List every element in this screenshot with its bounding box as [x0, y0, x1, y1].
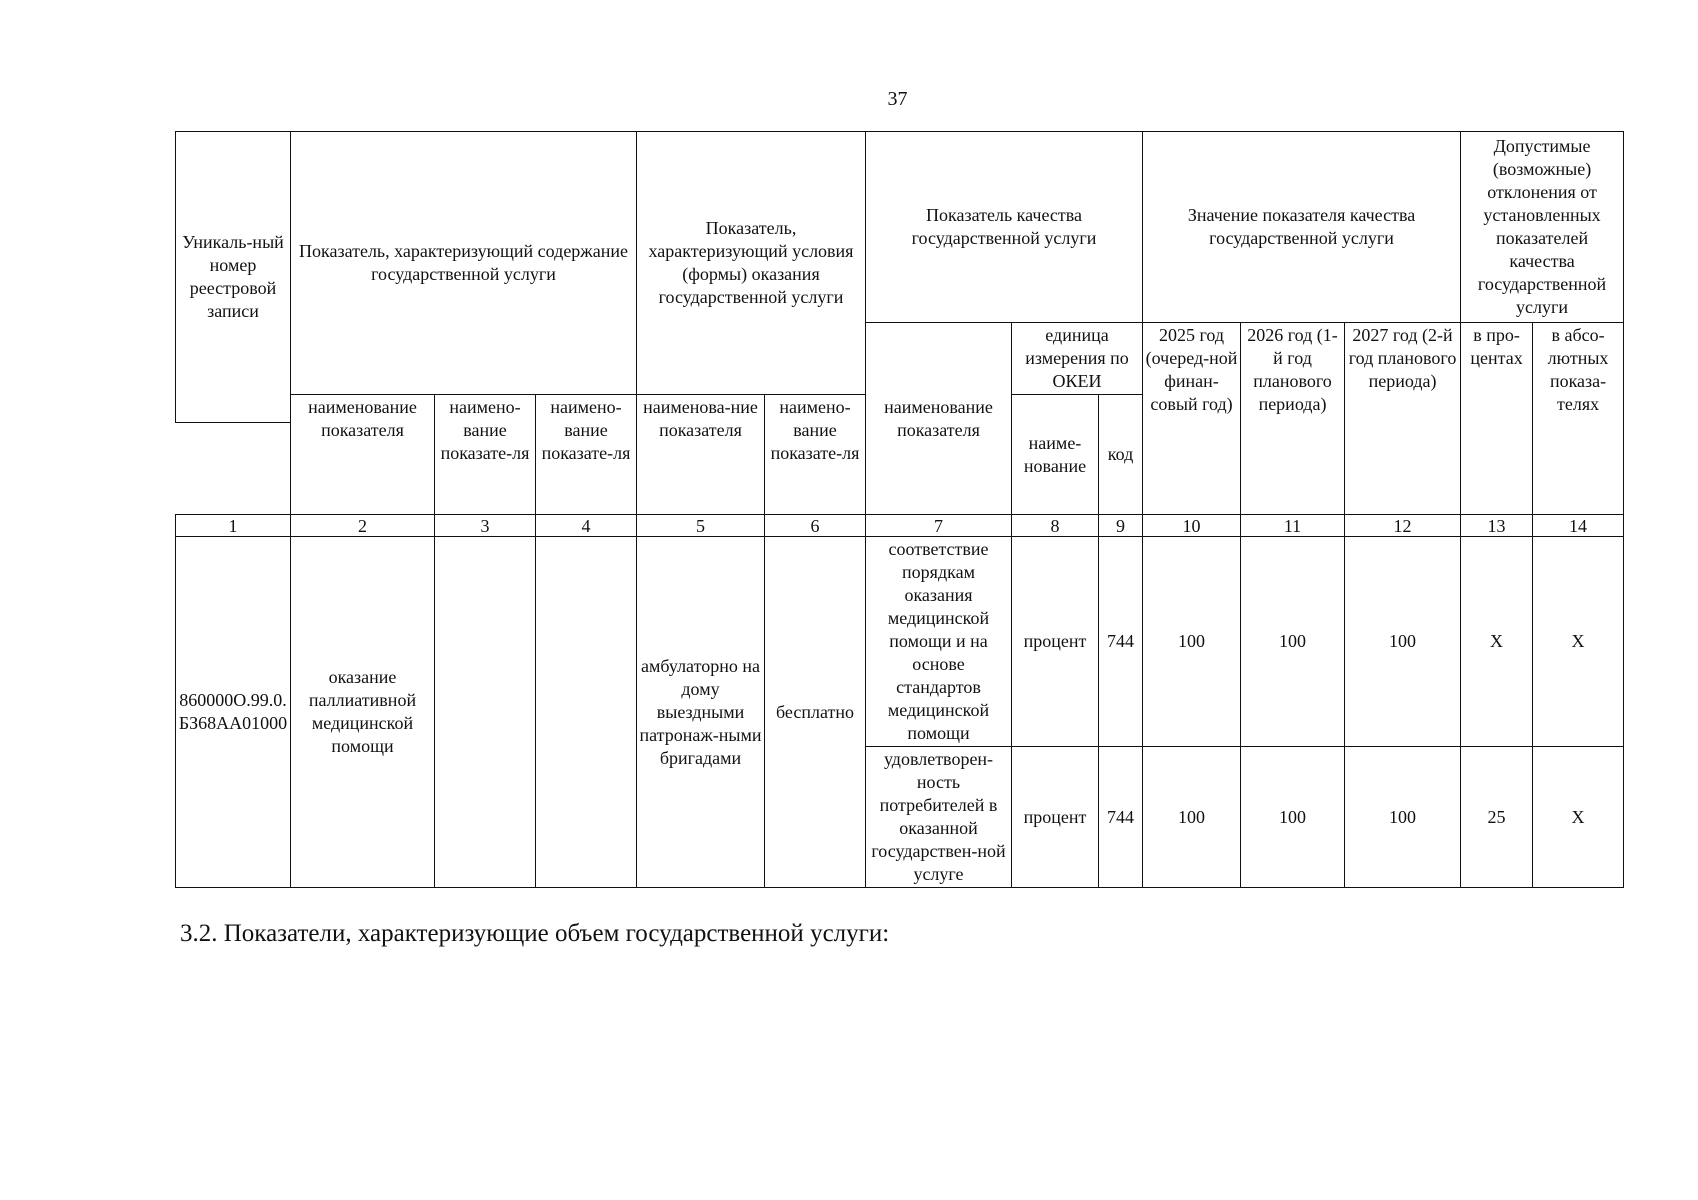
unit-name: процент: [1012, 537, 1099, 747]
deviation-percent: Х: [1461, 537, 1533, 747]
page-number: 37: [887, 88, 908, 110]
unit-code: 744: [1099, 747, 1143, 888]
header-unit-okei: единица измерения по ОКЕИ: [1012, 323, 1143, 395]
value-2025: 100: [1143, 747, 1241, 888]
indicator-name: соответствие порядкам оказания медицинской помощи и на основе стандартов медицинской помощи: [866, 537, 1012, 747]
header-in-absolute: в абсо-лютных показа-телях: [1533, 323, 1624, 515]
header-col6-indicator-name: наимено-вание показате-ля: [765, 395, 866, 515]
empty-cell: [536, 537, 637, 888]
column-number: 3: [435, 515, 536, 537]
column-number: 6: [765, 515, 866, 537]
unit-name: процент: [1012, 747, 1099, 888]
header-in-percent: в про-центах: [1461, 323, 1533, 515]
quality-indicators-table: [175, 131, 1624, 888]
service-content: оказание паллиативной медицинской помощи: [291, 537, 435, 888]
column-number: 8: [1012, 515, 1099, 537]
header-col3-indicator-name: наимено-вание показате-ля: [435, 395, 536, 515]
header-content-indicator: Показатель, характеризующий содержание государственной услуги: [291, 132, 637, 395]
header-quality-value: Значение показателя качества государственной услуги: [1143, 132, 1461, 323]
header-conditions-indicator: Показатель, характеризующий условия (формы) оказания государственной услуги: [637, 132, 866, 395]
deviation-percent: 25: [1461, 747, 1533, 888]
empty-cell: [435, 537, 536, 888]
deviation-absolute: Х: [1533, 537, 1624, 747]
value-2026: 100: [1241, 747, 1345, 888]
header-unit-name: наиме-нование: [1012, 395, 1099, 515]
payment-type: бесплатно: [765, 537, 866, 888]
header-unique-number: Уникаль-ный номер реестровой записи: [176, 132, 291, 423]
header-unit-code: код: [1099, 395, 1143, 515]
column-number: 10: [1143, 515, 1241, 537]
column-number: 13: [1461, 515, 1533, 537]
header-year-2025: 2025 год (очеред-ной финан-совый год): [1143, 323, 1241, 515]
header-year-2026: 2026 год (1-й год планового периода): [1241, 323, 1345, 515]
column-number: 11: [1241, 515, 1345, 537]
column-number: 12: [1345, 515, 1461, 537]
indicator-name: удовлетворен-ность потребителей в оказанной государствен-ной услуге: [866, 747, 1012, 888]
value-2026: 100: [1241, 537, 1345, 747]
header-col5-indicator-name: наименова-ние показателя: [637, 395, 765, 515]
header-quality-indicator: Показатель качества государственной услуги: [866, 132, 1143, 323]
column-number: 1: [176, 515, 291, 537]
value-2027: 100: [1345, 537, 1461, 747]
column-number: 4: [536, 515, 637, 537]
header-allowed-deviations: Допустимые (возможные) отклонения от установленных показателей качества государственной услуги: [1461, 132, 1624, 323]
header-year-2027: 2027 год (2-й год планового периода): [1345, 323, 1461, 515]
column-number: 7: [866, 515, 1012, 537]
header-col2-indicator-name: наименование показателя: [291, 395, 435, 515]
column-number: 2: [291, 515, 435, 537]
unit-code: 744: [1099, 537, 1143, 747]
service-form: амбулаторно на дому выездными патронаж-ными бригадами: [637, 537, 765, 888]
value-2025: 100: [1143, 537, 1241, 747]
registry-number: 860000О.99.0.БЗ68АА01000: [176, 537, 291, 888]
value-2027: 100: [1345, 747, 1461, 888]
column-number: 14: [1533, 515, 1624, 537]
column-number: 9: [1099, 515, 1143, 537]
header-col7-indicator-name: наименование показателя: [866, 323, 1012, 515]
header-col4-indicator-name: наимено-вание показате-ля: [536, 395, 637, 515]
column-number: 5: [637, 515, 765, 537]
section-heading: 3.2. Показатели, характеризующие объем государственной услуги:: [180, 920, 890, 947]
deviation-absolute: Х: [1533, 747, 1624, 888]
